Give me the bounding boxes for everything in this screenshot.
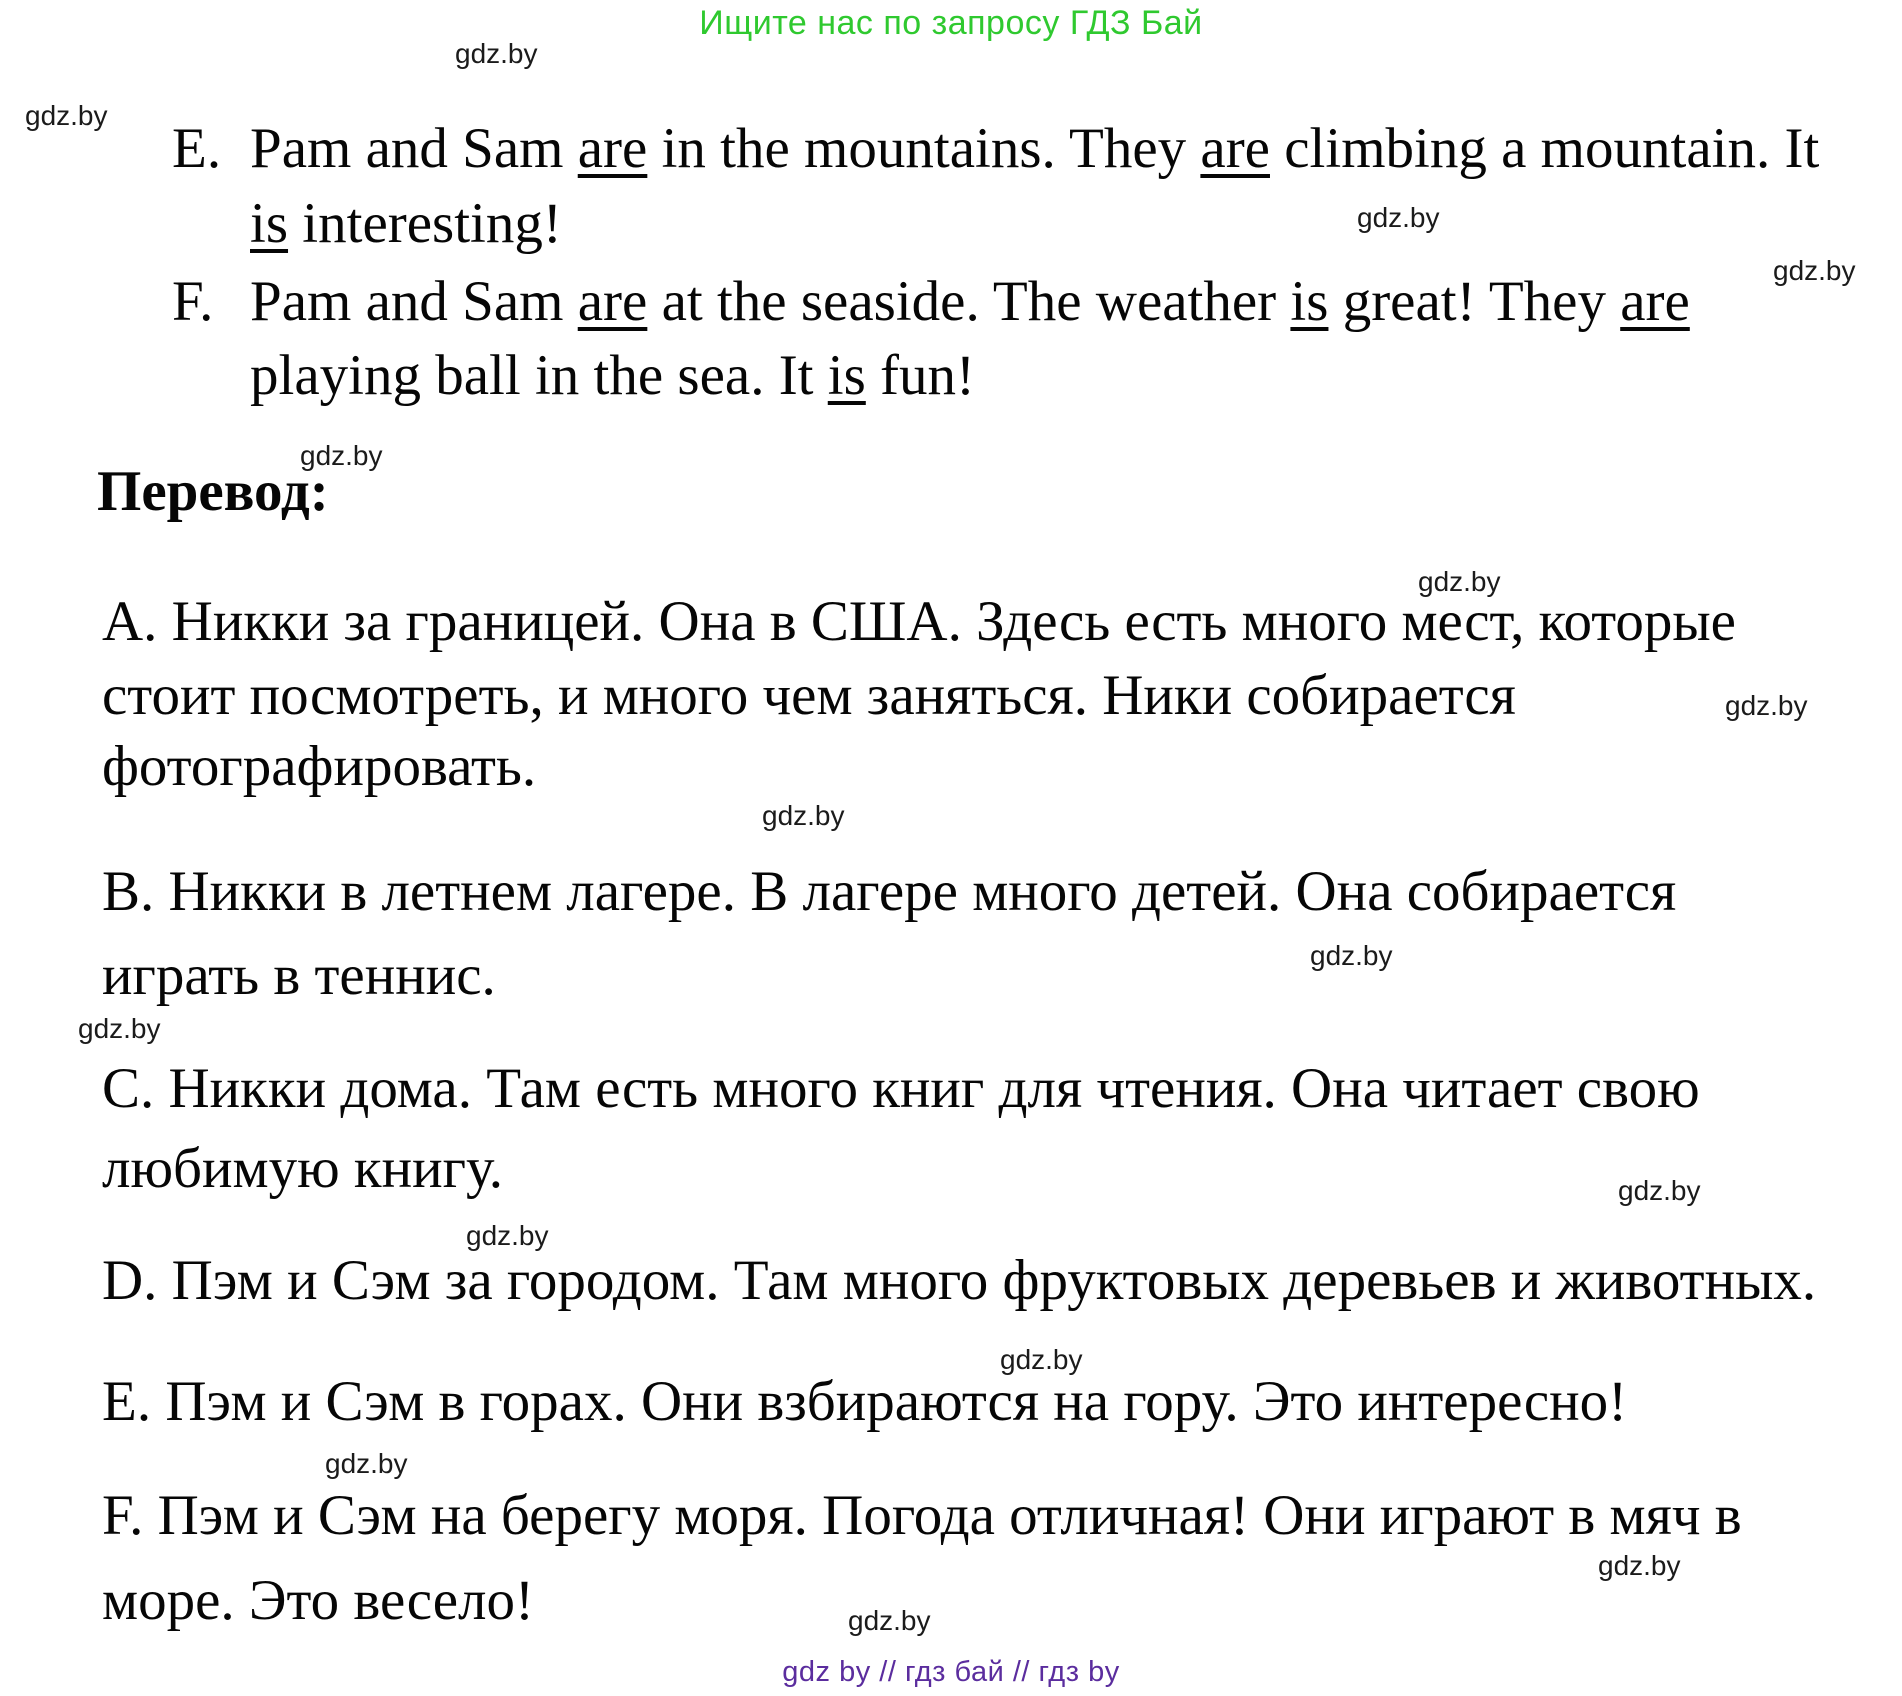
gdz-watermark: gdz.by: [1598, 1550, 1681, 1581]
underlined-verb: are: [577, 117, 648, 180]
promo-header: Ищите нас по запросу ГДЗ Бай: [699, 4, 1203, 42]
translation-paragraph-a-line3: фотографировать.: [102, 735, 537, 798]
underlined-verb: are: [1620, 270, 1690, 333]
gdz-watermark: gdz.by: [1418, 566, 1501, 597]
translation-paragraph-f-line2: море. Это весело!: [102, 1569, 534, 1632]
translation-paragraph-e-line1: Е. Пэм и Сэм в горах. Они взбираются на гору. Это интересно!: [102, 1370, 1628, 1433]
translation-paragraph-c-line1: С. Никки дома. Там есть много книг для чтения. Она читает свою: [102, 1057, 1700, 1120]
translation-paragraph-b-line2: играть в теннис.: [102, 944, 496, 1007]
text-segment: fun!: [865, 344, 976, 407]
underlined-verb: is: [250, 192, 289, 255]
gdz-watermark: gdz.by: [762, 800, 845, 831]
underlined-verb: are: [1200, 117, 1270, 180]
translation-paragraph-b-line1: В. Никки в летнем лагере. В лагере много детей. Она собирается: [102, 860, 1677, 923]
translation-heading: Перевод:: [97, 460, 329, 523]
underlined-verb: is: [1290, 270, 1329, 333]
exercise-item-e-line2: [250, 193, 562, 256]
gdz-watermark: gdz.by: [1773, 255, 1856, 286]
gdz-watermark: gdz.by: [78, 1013, 161, 1044]
translation-paragraph-f-line1: F. Пэм и Сэм на берегу моря. Погода отличная! Они играют в мяч в: [102, 1484, 1742, 1547]
gdz-watermark: gdz.by: [1725, 690, 1808, 721]
translation-paragraph-d-line1: D. Пэм и Сэм за городом. Там много фруктовых деревьев и животных.: [102, 1249, 1817, 1312]
gdz-watermark: gdz.by: [455, 38, 538, 69]
gdz-watermark: gdz.by: [1357, 202, 1440, 233]
text-segment: great! They: [1328, 270, 1621, 333]
text-segment: climbing a mountain. It: [1269, 117, 1820, 180]
text-segment: in the mountains. They: [647, 117, 1201, 180]
gdz-watermark: gdz.by: [300, 440, 383, 471]
gdz-watermark: gdz.by: [1618, 1175, 1701, 1206]
text-segment: Pam and Sam: [250, 117, 578, 180]
exercise-item-e-line1: [172, 118, 1819, 181]
text-segment: interesting!: [288, 192, 562, 255]
gdz-watermark: gdz.by: [1310, 940, 1393, 971]
gdz-watermark: gdz.by: [25, 100, 108, 131]
text-segment: Pam and Sam: [250, 270, 578, 333]
underlined-verb: are: [577, 270, 648, 333]
underlined-verb: is: [827, 344, 866, 407]
gdz-watermark: gdz.by: [848, 1605, 931, 1636]
exercise-item-f-line1: [172, 271, 1690, 334]
item-f-letter: F.: [172, 270, 214, 333]
text-segment: at the seaside. The weather: [647, 270, 1291, 333]
translation-paragraph-a-line2: стоит посмотреть, и много чем заняться. Ники собирается: [102, 664, 1516, 727]
translation-paragraph-c-line2: любимую книгу.: [102, 1137, 504, 1200]
gdz-watermark: gdz.by: [466, 1220, 549, 1251]
gdz-watermark: gdz.by: [325, 1448, 408, 1479]
footer-links: gdz by // гдз бай // гдз by: [782, 1656, 1120, 1688]
translation-paragraph-a-line1: А. Никки за границей. Она в США. Здесь есть много мест, которые: [102, 590, 1736, 653]
text-segment: playing ball in the sea. It: [250, 344, 828, 407]
item-e-letter: E.: [172, 117, 222, 180]
gdz-watermark: gdz.by: [1000, 1344, 1083, 1375]
exercise-item-f-line2: [250, 345, 975, 408]
